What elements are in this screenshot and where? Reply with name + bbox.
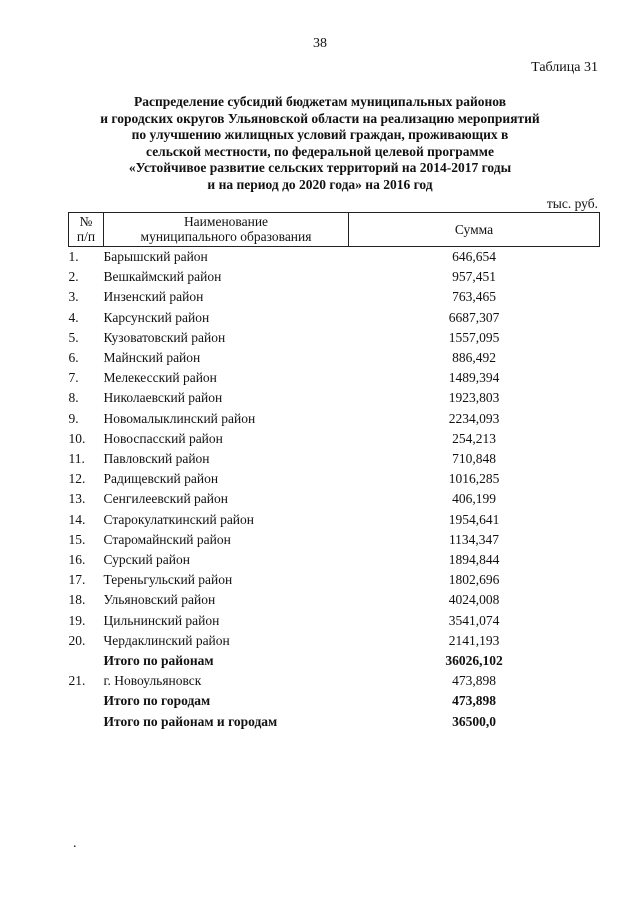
row-number [69, 691, 104, 711]
row-number: 16. [68, 552, 86, 568]
row-name: Тереньгульский район [103, 572, 233, 588]
header-name-line: Наименование [183, 214, 269, 229]
row-sum: 1489,394 [448, 370, 500, 386]
table-row [69, 348, 600, 368]
row-sum: 763,465 [452, 289, 496, 305]
title-line: «Устойчивое развитие сельских территорий на 2014-2017 годы [128, 160, 512, 175]
row-name: Сурский район [103, 552, 190, 568]
row-number: 14. [68, 511, 86, 527]
table-row [69, 510, 600, 530]
row-name: Сенгилеевский район [103, 491, 228, 507]
row-number: 20. [68, 632, 86, 648]
row-sum: 36026,102 [445, 653, 503, 669]
row-sum: 473,898 [452, 693, 496, 709]
row-number: 2. [68, 269, 79, 285]
row-sum: 3541,074 [448, 612, 500, 628]
row-number: 18. [68, 592, 86, 608]
table-row [69, 469, 600, 489]
row-name: Новоспасский район [103, 430, 223, 446]
row-name: Радищевский район [103, 471, 219, 487]
row-sum: 1016,285 [448, 471, 500, 487]
row-name: Мелекесский район [103, 370, 217, 386]
row-sum: 710,848 [452, 451, 496, 467]
row-name: г. Новоульяновск [103, 673, 202, 689]
row-name: Итого по районам [103, 653, 214, 669]
row-sum: 1954,641 [448, 511, 500, 527]
table-row [69, 671, 600, 691]
header-number [69, 213, 104, 247]
total-row [69, 691, 600, 711]
table-row [69, 328, 600, 348]
table-row [69, 611, 600, 631]
row-number: 10. [68, 430, 86, 446]
header-sum: Сумма [349, 213, 600, 247]
title-line: Распределение субсидий бюджетам муниципальных районов [133, 94, 507, 109]
row-name: Итого по городам [103, 693, 211, 709]
table-row [69, 590, 600, 610]
table-row [69, 550, 600, 570]
row-sum: 2234,093 [448, 410, 500, 426]
row-number: 17. [68, 572, 86, 588]
row-number: 8. [68, 390, 79, 406]
row-sum: 406,199 [452, 491, 496, 507]
table-row [69, 247, 600, 268]
table-row [69, 530, 600, 550]
title-line: и городских округов Ульяновской области на реализацию мероприятий [100, 110, 540, 126]
table-row [69, 429, 600, 449]
title-line: и на период до 2020 года» на 2016 год [207, 176, 433, 192]
row-number [69, 712, 104, 732]
table-row [69, 409, 600, 429]
row-number: 1. [68, 249, 79, 264]
row-number: 6. [68, 350, 79, 366]
table-row [69, 267, 600, 287]
header-number-line: п/п [76, 229, 96, 244]
row-name: Старомайнский район [103, 531, 231, 547]
row-sum: 1802,696 [448, 572, 500, 588]
table-row [69, 631, 600, 651]
row-number: 4. [68, 309, 79, 325]
row-number: 12. [68, 471, 86, 487]
title-line: сельской местности, по федеральной целевой программе [146, 143, 494, 159]
row-sum: 646,654 [452, 249, 496, 264]
row-sum: 1134,347 [448, 531, 500, 547]
row-number: 11. [68, 451, 85, 467]
row-number: 9. [68, 410, 79, 426]
table-header-row [69, 213, 600, 247]
row-name: Павловский район [103, 451, 210, 467]
row-name: Барышский район [103, 249, 208, 264]
row-sum: 886,492 [452, 350, 496, 366]
document-title [60, 94, 580, 193]
row-sum: 4024,008 [448, 592, 500, 608]
table-row [69, 449, 600, 469]
table-row [69, 368, 600, 388]
row-name: Чердаклинский район [103, 632, 230, 648]
row-name: Итого по районам и городам [103, 713, 278, 729]
footer-mark: . [73, 836, 77, 851]
row-number: 19. [68, 612, 86, 628]
total-row [69, 651, 600, 671]
row-number: 15. [68, 531, 86, 547]
subsidy-table [68, 212, 600, 732]
row-sum: 36500,0 [452, 713, 496, 729]
row-sum: 957,451 [452, 269, 496, 285]
row-name: Майнский район [103, 350, 201, 366]
table-body [69, 247, 600, 732]
row-sum: 1923,803 [448, 390, 500, 406]
row-number: 21. [68, 673, 86, 689]
row-name: Старокулаткинский район [103, 511, 255, 527]
units-label: тыс. руб. [546, 196, 598, 211]
row-name: Новомалыклинский район [103, 410, 256, 426]
row-number [69, 651, 104, 671]
header-number-line: № [79, 214, 93, 229]
title-line: по улучшению жилищных условий граждан, проживающих в [131, 127, 509, 142]
row-name: Цильнинский район [103, 612, 220, 628]
header-name [104, 213, 349, 247]
table-row [69, 388, 600, 408]
row-number: 13. [68, 491, 86, 507]
table-row [69, 287, 600, 307]
row-name: Николаевский район [103, 390, 223, 406]
row-name: Ульяновский район [103, 592, 216, 608]
table-row [69, 489, 600, 509]
row-number: 5. [68, 329, 79, 345]
row-name: Кузоватовский район [103, 329, 226, 345]
row-number: 3. [68, 289, 79, 305]
page-number: 38 [313, 36, 327, 51]
row-sum: 6687,307 [448, 309, 500, 325]
header-name-line: муниципального образования [140, 229, 312, 244]
total-row [69, 712, 600, 732]
row-number: 7. [68, 370, 79, 386]
row-sum: 2141,193 [448, 632, 500, 648]
row-sum: 1894,844 [448, 552, 500, 568]
table-row [69, 308, 600, 328]
row-sum: 1557,095 [448, 329, 500, 345]
row-sum: 254,213 [452, 430, 496, 446]
table-row [69, 570, 600, 590]
row-name: Вешкаймский район [103, 269, 222, 285]
row-name: Карсунский район [103, 309, 210, 325]
row-sum: 473,898 [452, 673, 496, 689]
table-label: Таблица 31 [531, 60, 598, 75]
row-name: Инзенский район [103, 289, 204, 305]
